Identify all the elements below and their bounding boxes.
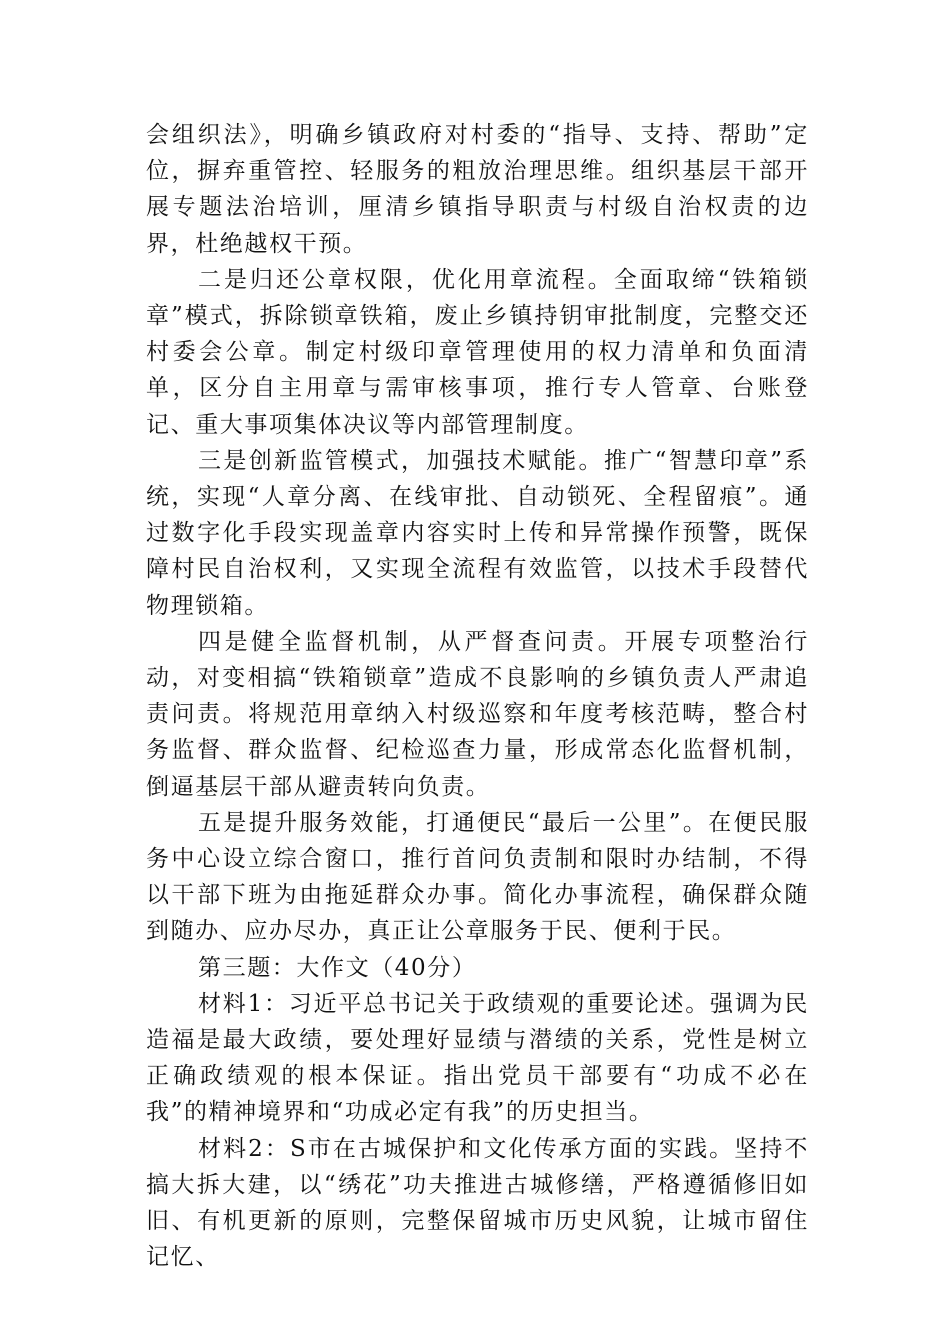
question-three-heading: 第三题：大作文（40分） [198, 954, 477, 981]
paragraph-continuation: 会组织法》，明确乡镇政府对村委的“指导、支持、帮助”定位，摒弃重管控、轻服务的粗放治理思维。组织基层干部开展专题法治培训，厘清乡镇指导职责与村级自治权责的边界，杜绝越权干预。 [146, 122, 809, 257]
paragraph-point-five: 五是提升服务效能，打通便民“最后一公里”。在便民服务中心设立综合窗口，推行首问负责制和限时办结制，不得以干部下班为由拖延群众办事。简化办事流程，确保群众随到随办、应办尽办，真正让公章服务于民、便利于民。 [146, 809, 809, 945]
paragraph-point-four: 四是健全监督机制，从严督查问责。开展专项整治行动，对变相搞“铁箱锁章”造成不良影响的乡镇负责人严肃追责问责。将规范用章纳入村级巡察和年度考核范畴，整合村务监督、群众监督、纪检巡查力量，形成常态化监督机制，倒逼基层干部从避责转向负责。 [146, 628, 809, 800]
paragraph-point-two: 二是归还公章权限，优化用章流程。全面取缔“铁箱锁章”模式，拆除锁章铁箱，废止乡镇持钥审批制度，完整交还村委会公章。制定村级印章管理使用的权力清单和负面清单，区分自主用章与需审核事项，推行专人管章、台账登记、重大事项集体决议等内部管理制度。 [146, 266, 809, 438]
paragraph-material-two: 材料2：S市在古城保护和文化传承方面的实践。坚持不搞大拆大建，以“绣花”功夫推进古城修缮，严格遵循修旧如旧、有机更新的原则，完整保留城市历史风貌，让城市留住记忆、 [146, 1135, 809, 1271]
paragraph-material-one: 材料1：习近平总书记关于政绩观的重要论述。强调为民造福是最大政绩，要处理好显绩与潜绩的关系，党性是树立正确政绩观的根本保证。指出党员干部要有“功成不必在我”的精神境界和“功成必定有我”的历史担当。 [146, 990, 809, 1126]
document-body [146, 117, 809, 1276]
paragraph-point-three: 三是创新监管模式，加强技术赋能。推广“智慧印章”系统，实现“人章分离、在线审批、自动锁死、全程留痕”。通过数字化手段实现盖章内容实时上传和异常操作预警，既保障村民自治权利，又实现全流程有效监管，以技术手段替代物理锁箱。 [146, 447, 809, 619]
